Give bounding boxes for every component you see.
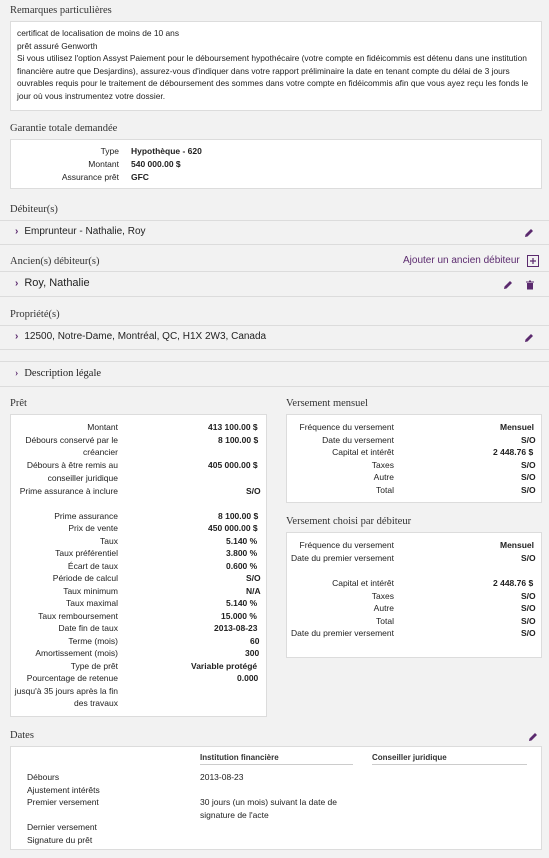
dates-col-financial: Institution financière xyxy=(200,753,279,762)
loan-label: Débours conservé par le créancier xyxy=(25,434,118,458)
loan-label: Terme (mois) xyxy=(68,635,118,646)
remark-line: certificat de localisation de moins de 10 ans xyxy=(17,28,180,38)
loan-value: 60 xyxy=(250,635,260,646)
chevron-right-icon: › xyxy=(15,226,19,237)
loan-value: S/O xyxy=(246,573,261,583)
monthly-table xyxy=(287,421,543,499)
loan-label: Taux minimum xyxy=(63,585,118,596)
loan-value: 300 xyxy=(245,648,260,658)
chosen-value: S/O xyxy=(521,628,536,638)
loan-label: Taux remboursement xyxy=(38,610,118,621)
former-debtor-item-label: Roy, Nathalie xyxy=(24,277,90,289)
remarks-title: Remarques particulières xyxy=(10,5,112,16)
monthly-value: S/O xyxy=(521,484,536,495)
remark-line: Si vous utilisez l'option Assyst Paiement pour le déboursement hypothécaire (votre compte en fidéicommis est détenu dans une institution financière autre que Desjardins), assurez-vous d'indiquer dans votre rapport préliminaire la date en tenant compte du délai de 3 jours ouvrables requis pour le traitement de déboursement des sommes dans votre compte en fidéicommis afin que vous ayez reçu les fonds le jour où vous instrumentez votre dossier. xyxy=(17,53,529,101)
chosen-value: S/O xyxy=(521,615,536,626)
loan-label: Taux xyxy=(100,535,118,546)
loan-label: Taux préférentiel xyxy=(55,548,118,558)
dates-financial-value: 2013-08-23 xyxy=(200,772,244,782)
monthly-title: Versement mensuel xyxy=(286,398,368,409)
loan-value: 15.000 % xyxy=(221,610,257,621)
loan-value: 3.800 % xyxy=(226,548,258,558)
former-debtor-item[interactable] xyxy=(15,277,90,289)
dates-label: Ajustement intérêts xyxy=(27,784,100,795)
chosen-value: 2 448.76 $ xyxy=(493,578,534,588)
legal-description-toggle[interactable] xyxy=(15,368,101,379)
monthly-label: Capital et intérêt xyxy=(332,447,394,457)
loan-box xyxy=(10,414,267,717)
chosen-table xyxy=(287,539,543,654)
add-plus-icon[interactable] xyxy=(527,255,539,267)
chosen-label: Total xyxy=(376,615,394,626)
loan-label: Taux maximal xyxy=(66,598,118,608)
chosen-label: Autre xyxy=(373,603,394,613)
chevron-right-icon: › xyxy=(15,331,19,342)
dates-table xyxy=(27,771,527,849)
guarantee-box xyxy=(10,139,542,189)
loan-value: N/A xyxy=(246,585,261,596)
chosen-value: S/O xyxy=(521,552,536,563)
dates-label: Premier versement xyxy=(27,797,99,807)
monthly-label: Taxes xyxy=(371,459,394,470)
chosen-label: Capital et intérêt xyxy=(332,578,394,588)
chosen-label: Taxes xyxy=(371,590,394,601)
monthly-value: S/O xyxy=(521,459,536,470)
monthly-label: Fréquence du versement xyxy=(299,422,394,432)
chosen-label: Date du premier versement xyxy=(291,628,394,638)
dates-label: Dernier versement xyxy=(27,822,97,832)
dates-label: Débours xyxy=(27,772,60,782)
debtors-title: Débiteur(s) xyxy=(10,204,58,215)
guarantee-title: Garantie totale demandée xyxy=(10,123,118,134)
dates-financial-value: 30 jours (un mois) suivant la date de signature de l'acte xyxy=(200,797,338,820)
loan-label: Pourcentage de retenue jusqu'à 35 jours après la fin des travaux xyxy=(14,673,118,709)
monthly-box xyxy=(286,414,542,503)
loan-value: 450 000.00 $ xyxy=(208,523,258,533)
dates-title: Dates xyxy=(10,730,34,741)
chosen-value: S/O xyxy=(521,590,536,601)
loan-table xyxy=(11,421,268,711)
monthly-label: Total xyxy=(376,484,394,495)
edit-pencil-icon[interactable] xyxy=(524,228,534,238)
loan-value: 0.600 % xyxy=(226,560,258,571)
edit-pencil-icon[interactable] xyxy=(528,732,538,742)
loan-value: 5.140 % xyxy=(226,598,258,608)
chosen-label: Fréquence du versement xyxy=(299,540,394,550)
debtor-item[interactable] xyxy=(15,226,146,237)
loan-value: 5.140 % xyxy=(226,535,258,546)
former-debtors-title: Ancien(s) débiteur(s) xyxy=(10,256,100,267)
guarantee-insurance-label: Assurance prêt xyxy=(61,172,119,182)
chosen-box xyxy=(286,532,542,658)
chosen-value: S/O xyxy=(521,603,536,613)
loan-label: Prix de vente xyxy=(68,523,118,533)
chevron-right-icon: › xyxy=(15,278,19,289)
dates-label: Signature du prêt xyxy=(27,834,93,845)
guarantee-amount-value: 540 000.00 $ xyxy=(131,159,181,169)
loan-label: Prime assurance xyxy=(54,510,118,521)
loan-label: Prime assurance à inclure xyxy=(19,485,118,496)
remarks-box xyxy=(10,21,542,111)
monthly-label: Autre xyxy=(373,472,394,482)
monthly-value: S/O xyxy=(521,434,536,445)
chosen-title: Versement choisi par débiteur xyxy=(286,516,412,527)
guarantee-type-label: Type xyxy=(100,146,119,156)
monthly-value: S/O xyxy=(521,472,536,482)
loan-value: 405 000.00 $ xyxy=(208,460,258,470)
loan-label: Débours à être remis au conseiller juridique xyxy=(26,460,118,483)
guarantee-type-value: Hypothèque - 620 xyxy=(131,146,202,156)
property-item-label: 12500, Notre-Dame, Montréal, QC, H1X 2W3, Canada xyxy=(24,331,267,342)
dates-box xyxy=(10,746,542,850)
loan-value: 8 100.00 $ xyxy=(218,434,259,445)
loan-value: S/O xyxy=(246,485,261,496)
loan-label: Écart de taux xyxy=(67,560,118,571)
monthly-value: 2 448.76 $ xyxy=(493,447,534,457)
remark-line: prêt assuré Genworth xyxy=(17,40,98,51)
loan-value: Variable protégé xyxy=(191,660,258,671)
loan-value: 2013-08-23 xyxy=(214,623,258,633)
edit-pencil-icon[interactable] xyxy=(524,333,534,343)
loan-value: 413 100.00 $ xyxy=(208,422,258,432)
add-former-debtor-link[interactable]: Ajouter un ancien débiteur xyxy=(403,255,520,266)
property-item[interactable] xyxy=(15,331,266,342)
legal-description-label: Description légale xyxy=(24,368,102,379)
monthly-value: Mensuel xyxy=(500,422,535,432)
loan-title: Prêt xyxy=(10,398,27,409)
dates-col-legal: Conseiller juridique xyxy=(372,753,447,762)
chosen-label: Date du premier versement xyxy=(291,552,394,563)
property-title: Propriété(s) xyxy=(10,309,60,320)
chosen-value: Mensuel xyxy=(500,540,535,550)
debtor-item-label: Emprunteur - Nathalie, Roy xyxy=(24,226,146,237)
guarantee-insurance-value: GFC xyxy=(131,172,149,182)
chevron-right-icon: › xyxy=(15,368,19,379)
trash-icon[interactable] xyxy=(525,280,535,290)
loan-label: Amortissement (mois) xyxy=(35,648,118,658)
guarantee-amount-label: Montant xyxy=(88,159,119,169)
loan-value: 0.000 xyxy=(237,673,259,683)
loan-label: Type de prêt xyxy=(70,660,118,671)
loan-label: Montant xyxy=(87,422,118,432)
loan-label: Période de calcul xyxy=(52,573,118,583)
edit-pencil-icon[interactable] xyxy=(503,280,513,290)
loan-label: Date fin de taux xyxy=(58,623,118,633)
monthly-label: Date du versement xyxy=(322,434,394,445)
loan-value: 8 100.00 $ xyxy=(218,510,259,521)
